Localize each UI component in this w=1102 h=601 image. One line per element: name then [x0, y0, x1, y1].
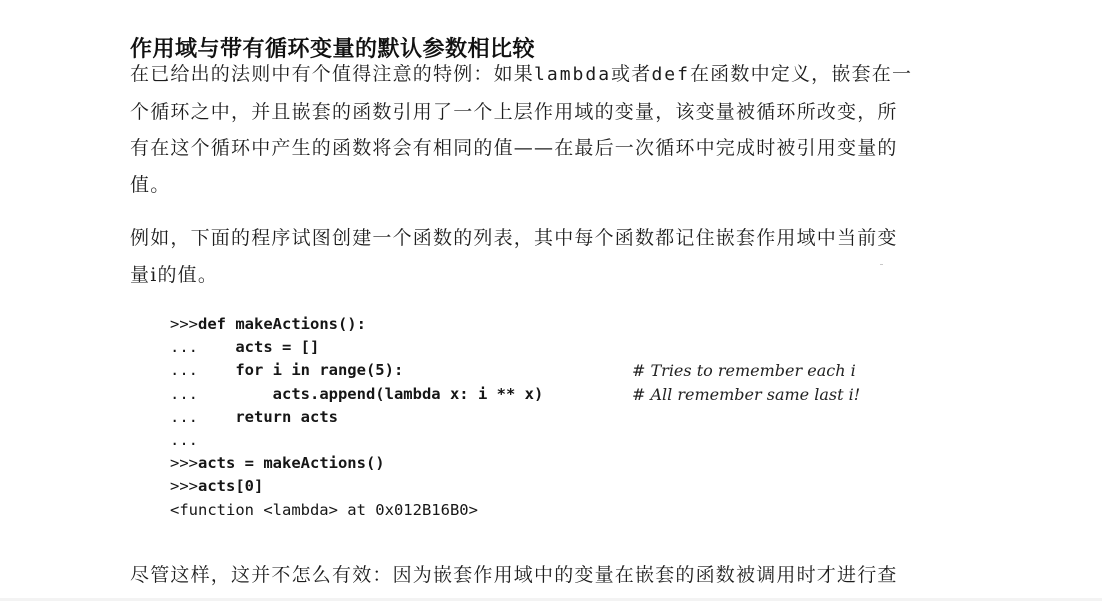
code-prompt: ...	[170, 338, 198, 357]
code-block	[170, 313, 861, 522]
code-text: def makeActions():	[198, 315, 366, 333]
code-output-text: <function <lambda> at 0x012B16B0>	[170, 500, 478, 519]
code-text: for i in range(5):	[198, 361, 404, 380]
inline-code-lambda: lambda	[534, 64, 612, 85]
code-line	[170, 406, 543, 429]
code-prompt: ...	[170, 430, 198, 449]
code-text: acts[0]	[198, 477, 264, 496]
paragraph-line: 个循环之中，并且嵌套的函数引用了一个上层作用域的变量，该变量被循环所改变，所	[130, 100, 898, 123]
code-line	[170, 359, 856, 382]
code-prompt: >>>	[170, 315, 198, 333]
code-line	[170, 452, 543, 475]
paragraph-line	[130, 56, 1004, 94]
code-prompt: >>>	[170, 454, 198, 473]
code-line	[170, 383, 861, 406]
paragraph-explanation	[130, 557, 1004, 594]
code-text: return acts	[198, 407, 338, 426]
code-output	[170, 499, 543, 522]
text-fragment: 在函数中定义，嵌套在一	[689, 63, 913, 85]
code-line	[170, 429, 543, 452]
code-line	[170, 336, 543, 359]
code-prompt: ...	[170, 361, 198, 380]
paragraph-line: 有在这个循环中产生的函数将会有相同的值——在最后一次循环中完成时被引用变量的	[130, 137, 898, 159]
paragraph-line: 例如，下面的程序试图创建一个函数的列表，其中每个函数都记住嵌套作用域中当前变	[130, 227, 898, 249]
code-line	[170, 313, 543, 336]
scan-speck	[880, 264, 883, 265]
code-line	[170, 475, 543, 498]
paragraph-line: 值。	[130, 173, 171, 196]
code-text: acts = []	[198, 338, 320, 357]
text-fragment: 在已给出的法则中有个值得注意的特例：如果	[130, 63, 535, 85]
section-heading: 作用域与带有循环变量的默认参数相比较	[130, 37, 536, 63]
code-text: acts = makeActions()	[198, 454, 385, 473]
code-prompt: >>>	[170, 477, 198, 496]
paragraph-example-intro	[130, 220, 1004, 293]
code-prompt: ...	[170, 407, 198, 426]
code-comment: # Tries to remember each i	[632, 361, 856, 381]
text-fragment: 或者	[611, 63, 652, 85]
paragraph-special-case	[130, 56, 1004, 203]
code-prompt: ...	[170, 384, 198, 403]
paragraph-line: 尽管这样，这并不怎么有效：因为嵌套作用域中的变量在嵌套的函数被调用时才进行查	[130, 564, 898, 586]
paragraph-line: 量i的值。	[130, 263, 219, 286]
code-text: acts.append(lambda x: i ** x)	[198, 384, 544, 403]
code-comment: # All remember same last i!	[632, 384, 861, 404]
inline-code-def: def	[651, 64, 690, 85]
